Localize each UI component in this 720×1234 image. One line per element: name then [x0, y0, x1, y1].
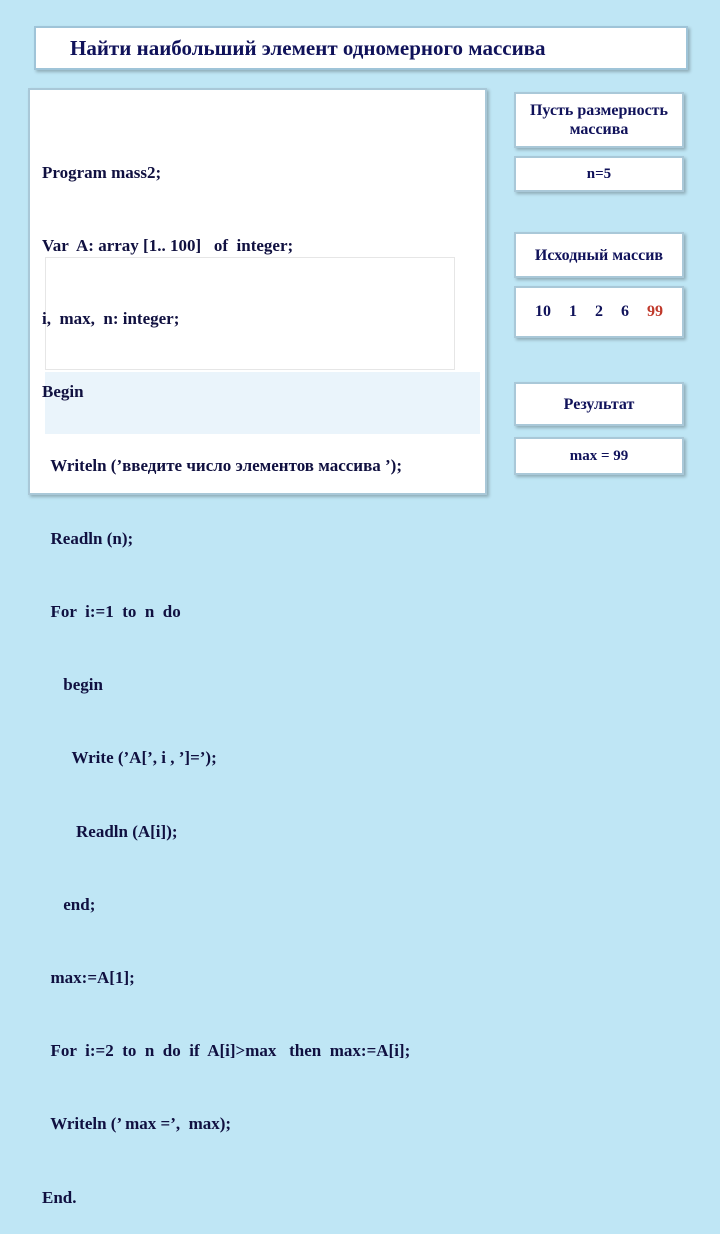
- dimension-label: Пусть размерность массива: [529, 102, 668, 138]
- code-line: Program mass2;: [42, 162, 162, 182]
- array-element: 2: [595, 303, 603, 320]
- code-line: Write (’A[’, i , ’]=’);: [42, 748, 217, 768]
- source-array-label-box: [514, 232, 684, 278]
- code-line: Var A: array [1.. 100] of integer;: [42, 236, 294, 256]
- code-line: For i:=1 to n do: [42, 602, 181, 622]
- code-line: Begin: [42, 382, 84, 402]
- dimension-value-box: [514, 156, 684, 192]
- result-label-box: [514, 382, 684, 426]
- code-line: For i:=2 to n do if A[i]>max then max:=A[i];: [42, 1041, 411, 1061]
- code-line: Writeln (’ max =’, max);: [42, 1114, 232, 1134]
- title-box: [34, 26, 688, 70]
- slide-title: Найти наибольший элемент одномерного массива: [70, 35, 546, 60]
- code-line: Readln (A[i]);: [42, 821, 178, 841]
- code-line: begin: [42, 675, 103, 695]
- array-element: 10: [535, 303, 551, 320]
- code-line: Writeln (’введите число элементов массива ’);: [42, 455, 402, 475]
- source-array-label: Исходный массив: [534, 246, 664, 264]
- code-line: Readln (n);: [42, 528, 134, 548]
- array-element: 6: [621, 303, 629, 320]
- code-line: i, max, n: integer;: [42, 309, 180, 329]
- source-array-box: [514, 286, 684, 338]
- result-label: Результат: [563, 395, 635, 413]
- code-line: end;: [42, 894, 96, 914]
- dimension-label-box: [514, 92, 684, 148]
- dimension-value: n=5: [586, 165, 612, 182]
- program-code: [42, 112, 410, 1234]
- array-element: 1: [569, 303, 577, 320]
- array-element-max: 99: [647, 303, 663, 320]
- result-value: max = 99: [569, 447, 629, 464]
- code-line: End.: [42, 1187, 77, 1207]
- result-value-box: [514, 437, 684, 475]
- code-line: max:=A[1];: [42, 968, 135, 988]
- source-array: [526, 303, 672, 321]
